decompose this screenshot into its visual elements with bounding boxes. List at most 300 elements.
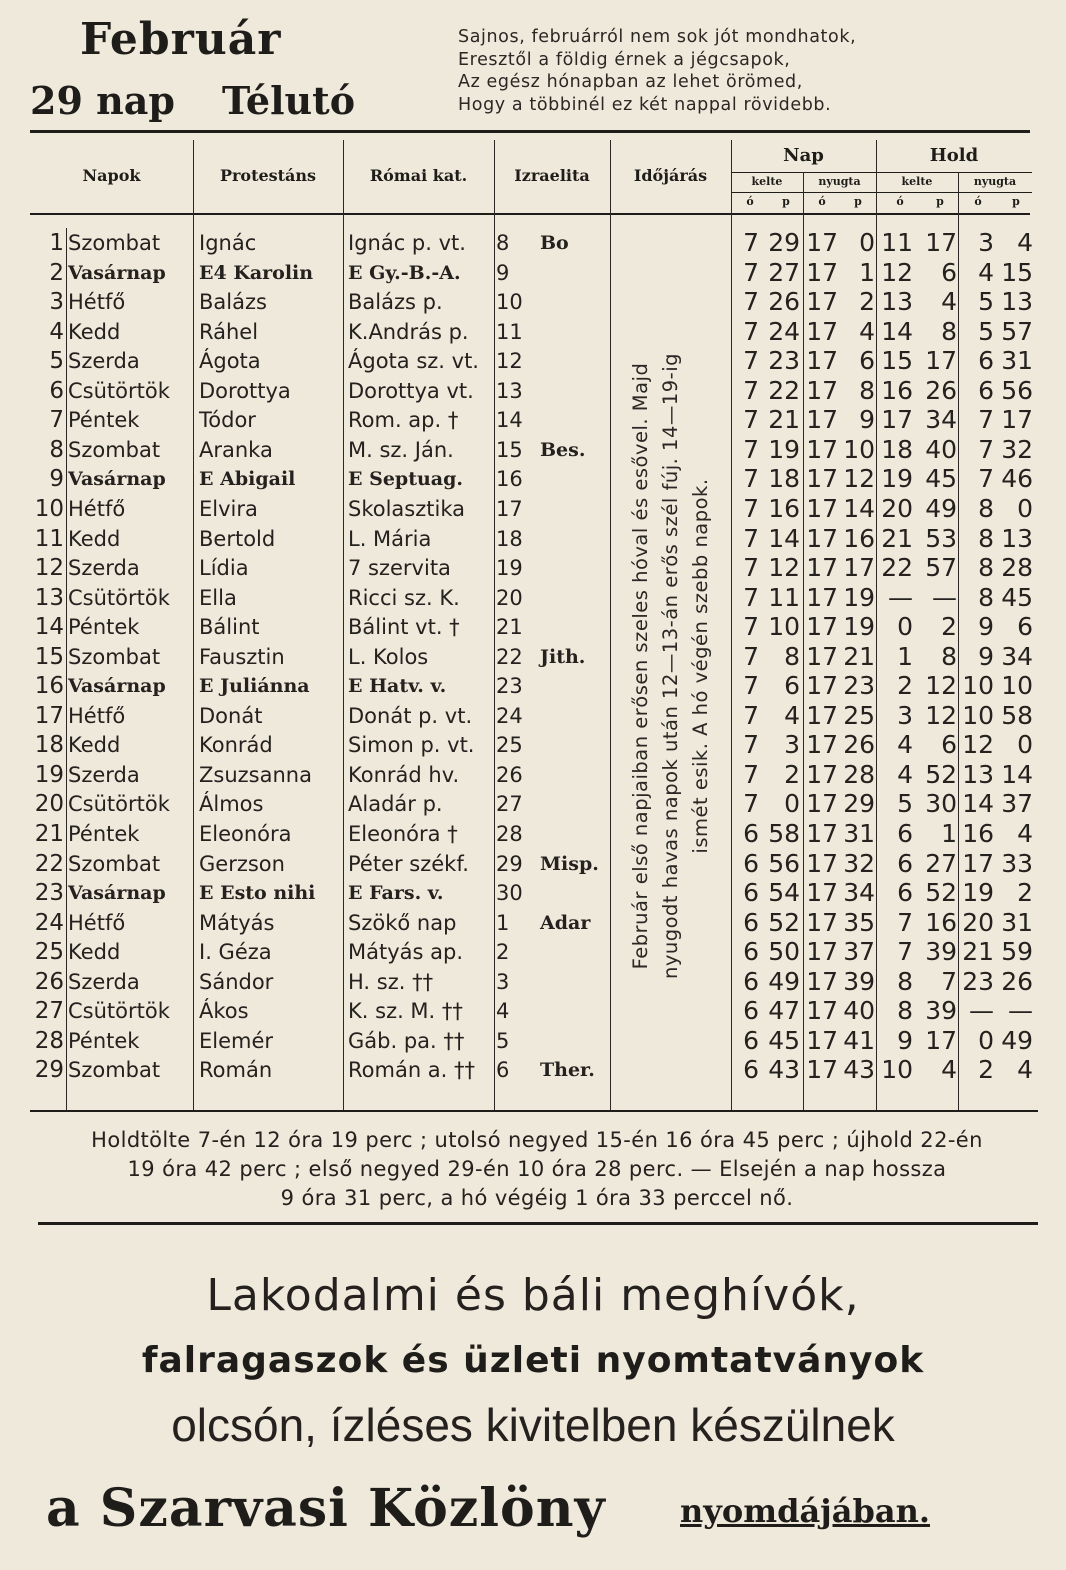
jewish-note — [540, 819, 610, 849]
catholic-name: Skolasztika — [348, 496, 465, 521]
moonrise-minute: 40 — [925, 434, 957, 464]
verse-line: Az egész hónapban az lehet örömed, — [458, 72, 803, 92]
moonrise-hour: 6 — [897, 848, 913, 878]
moonrise-hour: 18 — [881, 434, 913, 464]
moonrise-hour: 9 — [897, 1025, 913, 1055]
sunset-minute: 26 — [843, 730, 875, 760]
sunrise-hour: 6 — [743, 996, 759, 1026]
sunrise-minute: 23 — [768, 346, 800, 376]
jewish-day: 6 — [496, 1058, 510, 1083]
moonset-minute: 31 — [1001, 907, 1033, 937]
sunset-minute: 16 — [843, 523, 875, 553]
day-number: 12 — [34, 555, 64, 582]
header-ora: ó — [974, 195, 982, 208]
sunset-hour: 17 — [806, 937, 838, 967]
moonset-minute: 0 — [1017, 730, 1033, 760]
sunrise-minute: 54 — [768, 878, 800, 908]
moonset-hour: 7 — [978, 405, 994, 435]
sunrise-minute: 22 — [768, 375, 800, 405]
weekday: Péntek — [68, 1028, 140, 1053]
sunrise-minute: 47 — [768, 996, 800, 1026]
catholic-name: L. Mária — [348, 526, 432, 551]
moonset-minute: 49 — [1001, 1025, 1033, 1055]
sunset-hour: 17 — [806, 878, 838, 908]
moonrise-minute: 27 — [925, 848, 957, 878]
month-verse — [458, 26, 978, 116]
sunset-minute: 9 — [859, 405, 875, 435]
sunset-hour: 17 — [806, 434, 838, 464]
advert-divider — [38, 1222, 1038, 1225]
sunset-hour: 17 — [806, 612, 838, 642]
sunset-minute: 14 — [843, 493, 875, 523]
moonset-hour: 8 — [978, 582, 994, 612]
weekday: Szerda — [68, 556, 140, 581]
weekday: Vasárnap — [68, 675, 166, 698]
day-number: 28 — [34, 1027, 64, 1054]
jewish-day: 26 — [496, 762, 523, 787]
jewish-day: 19 — [496, 556, 523, 581]
weekday: Kedd — [68, 319, 121, 344]
header-perc: p — [1012, 195, 1020, 208]
weekday: Vasárnap — [68, 468, 166, 491]
sunrise-minute: 49 — [768, 966, 800, 996]
sunrise-hour: 6 — [743, 907, 759, 937]
moonrise-minute: 26 — [925, 375, 957, 405]
jewish-day: 14 — [496, 408, 523, 433]
sunrise-hour: 7 — [743, 523, 759, 553]
sunset-hour: 17 — [806, 1055, 838, 1085]
moonrise-hour: 20 — [881, 493, 913, 523]
sunset-minute: 6 — [859, 346, 875, 376]
sunset-hour: 17 — [806, 700, 838, 730]
sunset-hour: 17 — [806, 375, 838, 405]
moonset-minute: 17 — [1001, 405, 1033, 435]
moonrise-hour: 4 — [897, 759, 913, 789]
catholic-name: Aladár p. — [348, 792, 443, 817]
jewish-day: 21 — [496, 615, 523, 640]
moonrise-minute: 16 — [925, 907, 957, 937]
protestant-name: Álmos — [199, 792, 264, 817]
verse-line: Hogy a többinél ez két nappal rövidebb. — [458, 94, 832, 115]
moonrise-hour: 0 — [897, 612, 913, 642]
moonset-minute: 58 — [1001, 700, 1033, 730]
weekday: Vasárnap — [68, 882, 166, 905]
sunset-minute: 43 — [843, 1055, 875, 1085]
day-number: 26 — [34, 968, 64, 995]
jewish-note — [540, 287, 610, 317]
sunrise-hour: 7 — [743, 789, 759, 819]
moonset-minute: 4 — [1017, 819, 1033, 848]
moonset-hour: 14 — [962, 789, 994, 819]
day-number: 20 — [34, 791, 64, 818]
moonset-hour: 6 — [978, 346, 994, 376]
jewish-note — [540, 405, 610, 435]
moonrise-hour: 16 — [881, 375, 913, 405]
moonrise-hour: 4 — [897, 730, 913, 760]
protestant-name: E Juliánna — [199, 675, 310, 698]
weekday: Csütörtök — [68, 792, 170, 817]
protestant-name: Lídia — [199, 556, 249, 581]
moonrise-minute: 52 — [925, 878, 957, 908]
sunrise-minute: 29 — [768, 228, 800, 257]
sunset-hour: 17 — [806, 759, 838, 789]
jewish-day: 23 — [496, 674, 523, 699]
day-number: 29 — [34, 1057, 64, 1084]
sunrise-hour: 7 — [743, 375, 759, 405]
sunrise-hour: 6 — [743, 878, 759, 908]
header-perc: p — [936, 195, 944, 208]
moonrise-minute: 53 — [925, 523, 957, 553]
sunset-minute: 29 — [843, 789, 875, 819]
weekday: Péntek — [68, 615, 140, 640]
protestant-name: Donát — [199, 703, 263, 728]
moonset-hour: 12 — [962, 730, 994, 760]
header-hold-kelte: kelte — [901, 175, 933, 188]
sunset-hour: 17 — [806, 582, 838, 612]
sunrise-hour: 6 — [743, 1025, 759, 1055]
moonrise-minute: 49 — [925, 493, 957, 523]
sunrise-minute: 11 — [768, 582, 800, 612]
moonrise-hour: 21 — [881, 523, 913, 553]
jewish-note — [540, 346, 610, 376]
sunset-hour: 17 — [806, 789, 838, 819]
row-number-divider — [66, 228, 67, 1110]
moonrise-minute: 45 — [925, 464, 957, 494]
month-old-name: Télutó — [222, 78, 356, 123]
moonrise-hour: 15 — [881, 346, 913, 376]
day-number: 22 — [34, 850, 64, 877]
catholic-name: Bálint vt. † — [348, 615, 460, 640]
moonrise-minute: 6 — [941, 730, 957, 760]
weekday: Szerda — [68, 762, 140, 787]
header-protestans: Protestáns — [219, 166, 317, 185]
sunset-minute: 12 — [843, 464, 875, 494]
moonset-hour: 10 — [962, 671, 994, 701]
catholic-name: Péter székf. — [348, 851, 469, 876]
sunrise-hour: 7 — [743, 287, 759, 317]
sunset-minute: 37 — [843, 937, 875, 967]
moonset-hour: 23 — [962, 966, 994, 996]
sunrise-minute: 16 — [768, 493, 800, 523]
sunrise-hour: 7 — [743, 405, 759, 435]
catholic-name: Gáb. pa. †† — [348, 1028, 465, 1053]
moonset-hour: 0 — [978, 1025, 994, 1055]
moonrise-hour: 8 — [897, 996, 913, 1026]
moonrise-minute: 2 — [941, 612, 957, 642]
verse-line: Sajnos, februárról nem sok jót mondhatok, — [458, 27, 857, 47]
advert-line-3: olcsón, ízléses kivitelben készülnek — [171, 1399, 895, 1451]
sunrise-minute: 4 — [784, 700, 800, 730]
sunrise-minute: 27 — [768, 257, 800, 287]
sunset-hour: 17 — [806, 641, 838, 671]
sunrise-minute: 43 — [768, 1055, 800, 1085]
sunrise-hour: 6 — [743, 1055, 759, 1085]
jewish-note — [540, 464, 610, 494]
sunset-minute: 10 — [843, 434, 875, 464]
protestant-name: Sándor — [199, 969, 274, 994]
sunrise-hour: 6 — [743, 848, 759, 878]
sunset-minute: 0 — [859, 228, 875, 257]
moonrise-minute: 34 — [925, 405, 957, 435]
sunset-minute: 4 — [859, 316, 875, 346]
weekday: Csütörtök — [68, 999, 170, 1024]
sunrise-hour: 7 — [743, 641, 759, 671]
moonrise-hour: 17 — [881, 405, 913, 435]
day-number: 4 — [49, 318, 64, 345]
jewish-day: 9 — [496, 260, 510, 285]
catholic-name: E Hatv. v. — [348, 675, 447, 698]
moonrise-hour: 12 — [881, 257, 913, 287]
jewish-day: 10 — [496, 290, 523, 315]
sunset-minute: 21 — [843, 641, 875, 671]
sunrise-minute: 45 — [768, 1025, 800, 1055]
protestant-name: Zsuzsanna — [199, 762, 312, 787]
jewish-note — [540, 1026, 610, 1056]
moonrise-hour: 19 — [881, 464, 913, 494]
catholic-name: E Septuag. — [348, 468, 463, 491]
sunrise-minute: 50 — [768, 937, 800, 967]
sunrise-hour: 7 — [743, 553, 759, 583]
protestant-name: Tódor — [199, 408, 256, 433]
moonrise-hour: 3 — [897, 700, 913, 730]
weekday: Kedd — [68, 733, 121, 758]
moonset-hour: 5 — [978, 287, 994, 317]
day-number: 9 — [49, 466, 64, 493]
sunrise-hour: 7 — [743, 316, 759, 346]
month-title: Február — [80, 14, 282, 65]
moonset-hour: 7 — [978, 464, 994, 494]
protestant-name: I. Géza — [199, 940, 272, 965]
op-subrule — [732, 192, 1032, 193]
weekday: Szombat — [68, 231, 161, 255]
protestant-name: Elemér — [199, 1028, 274, 1053]
weekday: Szombat — [68, 437, 161, 462]
sunset-minute: 17 — [843, 553, 875, 583]
weekday: Szerda — [68, 969, 140, 994]
sunrise-hour: 7 — [743, 730, 759, 760]
moonset-minute: — — [1008, 996, 1033, 1026]
sunset-minute: 1 — [859, 257, 875, 287]
jewish-note — [540, 730, 610, 760]
day-number: 19 — [34, 761, 64, 788]
month-days: 29 nap — [30, 78, 175, 123]
day-number: 5 — [49, 348, 64, 375]
table-top-rule — [30, 130, 1030, 133]
moonset-minute: 33 — [1001, 848, 1033, 878]
moonset-minute: 57 — [1001, 316, 1033, 346]
day-number: 27 — [34, 998, 64, 1025]
moonset-minute: 14 — [1001, 759, 1033, 789]
catholic-name: E Gy.-B.-A. — [348, 261, 461, 284]
moonset-minute: 34 — [1001, 641, 1033, 671]
catholic-name: 7 szervita — [348, 556, 451, 581]
sunset-minute: 28 — [843, 759, 875, 789]
header-perc: p — [782, 195, 790, 208]
moonrise-hour: 22 — [881, 553, 913, 583]
day-number: 1 — [49, 230, 64, 256]
sunrise-minute: 19 — [768, 434, 800, 464]
jewish-note — [540, 937, 610, 967]
sunset-minute: 32 — [843, 848, 875, 878]
weekday: Szerda — [68, 349, 140, 374]
moonrise-minute: 8 — [941, 641, 957, 671]
sunset-minute: 8 — [859, 375, 875, 405]
moonset-hour: — — [969, 996, 994, 1026]
moonrise-minute: 4 — [941, 287, 957, 317]
weather-line: nyugodt havas napok után 12—13-án erős szél fúj. 14—19-ig — [659, 352, 682, 980]
column-divider — [494, 140, 495, 1110]
moonset-minute: 28 — [1001, 553, 1033, 583]
moonrise-minute: 7 — [941, 966, 957, 996]
jewish-note: Ther. — [540, 1059, 595, 1082]
moonrise-hour: 8 — [897, 966, 913, 996]
moonrise-hour: 7 — [897, 937, 913, 967]
sunrise-minute: 24 — [768, 316, 800, 346]
jewish-note: Jith. — [540, 645, 586, 668]
jewish-note — [540, 524, 610, 554]
sunrise-hour: 7 — [743, 671, 759, 701]
moonrise-minute: 12 — [925, 700, 957, 730]
weekday: Kedd — [68, 526, 121, 551]
moonset-minute: 32 — [1001, 434, 1033, 464]
advert-line-1: Lakodalmi és báli meghívók, — [206, 1270, 860, 1321]
day-number: 13 — [34, 584, 64, 611]
jewish-day: 12 — [496, 349, 523, 374]
moonset-hour: 16 — [962, 819, 994, 848]
sunrise-minute: 56 — [768, 848, 800, 878]
jewish-day: 3 — [496, 969, 510, 994]
catholic-name: Rom. ap. † — [348, 408, 459, 433]
jewish-day: 8 — [496, 231, 510, 255]
sunset-hour: 17 — [806, 523, 838, 553]
moonset-hour: 20 — [962, 907, 994, 937]
moonrise-minute: 39 — [925, 937, 957, 967]
catholic-name: Konrád hv. — [348, 762, 460, 787]
sunset-hour: 17 — [806, 553, 838, 583]
weekday: Csütörtök — [68, 585, 170, 610]
sunset-minute: 41 — [843, 1025, 875, 1055]
moonset-hour: 9 — [978, 641, 994, 671]
protestant-name: Román — [199, 1058, 273, 1083]
jewish-day: 17 — [496, 496, 523, 521]
jewish-note: Misp. — [540, 852, 599, 875]
weekday: Csütörtök — [68, 378, 170, 403]
header-hold-nyugta: nyugta — [973, 175, 1017, 188]
sunset-hour: 17 — [806, 848, 838, 878]
moonset-hour: 17 — [962, 848, 994, 878]
moonrise-hour: 6 — [897, 878, 913, 908]
weekday: Hétfő — [68, 703, 126, 728]
sunrise-hour: 7 — [743, 759, 759, 789]
moonrise-minute: 6 — [941, 257, 957, 287]
sunrise-hour: 7 — [743, 346, 759, 376]
jewish-note — [540, 494, 610, 524]
nap-hold-subrule — [732, 172, 1032, 173]
weekday: Szombat — [68, 644, 161, 669]
jewish-day: 30 — [496, 881, 523, 906]
moonset-hour: 8 — [978, 523, 994, 553]
moonset-minute: 10 — [1001, 671, 1033, 701]
moonset-hour: 8 — [978, 493, 994, 523]
day-number: 2 — [49, 259, 64, 286]
jewish-day: 16 — [496, 467, 523, 492]
moonset-hour: 6 — [978, 375, 994, 405]
sunset-hour: 17 — [806, 257, 838, 287]
header-perc: p — [854, 195, 862, 208]
day-number: 17 — [34, 702, 64, 729]
sunrise-minute: 3 — [784, 730, 800, 760]
catholic-name: Donát p. vt. — [348, 703, 473, 728]
sunset-hour: 17 — [806, 287, 838, 317]
jewish-note — [540, 671, 610, 701]
weekday: Kedd — [68, 940, 121, 965]
weekday: Szombat — [68, 1058, 161, 1083]
moonset-minute: 37 — [1001, 789, 1033, 819]
protestant-name: E Esto nihi — [199, 882, 316, 905]
jewish-day: 28 — [496, 822, 523, 846]
weekday: Vasárnap — [68, 261, 166, 284]
day-number: 3 — [49, 289, 64, 316]
moonset-minute: 13 — [1001, 523, 1033, 553]
moonrise-minute: 1 — [941, 819, 957, 848]
protestant-name: Fausztin — [199, 644, 285, 669]
moonset-minute: 59 — [1001, 937, 1033, 967]
sunset-hour: 17 — [806, 819, 838, 848]
sunrise-minute: 10 — [768, 612, 800, 642]
moonrise-minute: 8 — [941, 316, 957, 346]
moonset-hour: 3 — [978, 228, 994, 257]
sunrise-hour: 7 — [743, 434, 759, 464]
moonset-minute: 0 — [1017, 493, 1033, 523]
sunset-minute: 39 — [843, 966, 875, 996]
moonrise-minute: 17 — [925, 346, 957, 376]
protestant-name: Elvira — [199, 496, 258, 521]
weekday: Péntek — [68, 408, 140, 433]
jewish-day: 18 — [496, 526, 523, 551]
header-napok: Napok — [82, 166, 141, 185]
jewish-note — [540, 612, 610, 642]
weekday: Hétfő — [68, 910, 126, 935]
day-number: 8 — [49, 436, 64, 463]
jewish-note — [540, 553, 610, 583]
protestant-name: Mátyás — [199, 910, 275, 935]
day-number: 25 — [34, 939, 64, 966]
moonset-hour: 8 — [978, 553, 994, 583]
catholic-name: L. Kolos — [348, 644, 429, 669]
jewish-day: 13 — [496, 378, 523, 403]
moonset-hour: 13 — [962, 759, 994, 789]
sunset-minute: 25 — [843, 700, 875, 730]
moonrise-minute: 17 — [925, 228, 957, 257]
protestant-name: Dorottya — [199, 378, 291, 403]
sunrise-minute: 58 — [768, 819, 800, 848]
protestant-name: Balázs — [199, 290, 267, 315]
sunrise-minute: 14 — [768, 523, 800, 553]
footnote-line: Holdtölte 7-én 12 óra 19 perc ; utolsó negyed 15-én 16 óra 45 perc ; újhold 22-én — [91, 1128, 983, 1152]
moonset-hour: 9 — [978, 612, 994, 642]
sunset-minute: 31 — [843, 819, 875, 848]
moonset-minute: 4 — [1017, 228, 1033, 257]
catholic-name: Ágota sz. vt. — [348, 349, 479, 374]
jewish-note — [540, 789, 610, 819]
jewish-note — [540, 317, 610, 347]
catholic-name: Mátyás ap. — [348, 940, 464, 965]
moonrise-minute: — — [932, 582, 957, 612]
sunrise-hour: 7 — [743, 612, 759, 642]
column-divider — [958, 172, 959, 1110]
moonrise-hour: 13 — [881, 287, 913, 317]
jewish-note — [540, 376, 610, 406]
